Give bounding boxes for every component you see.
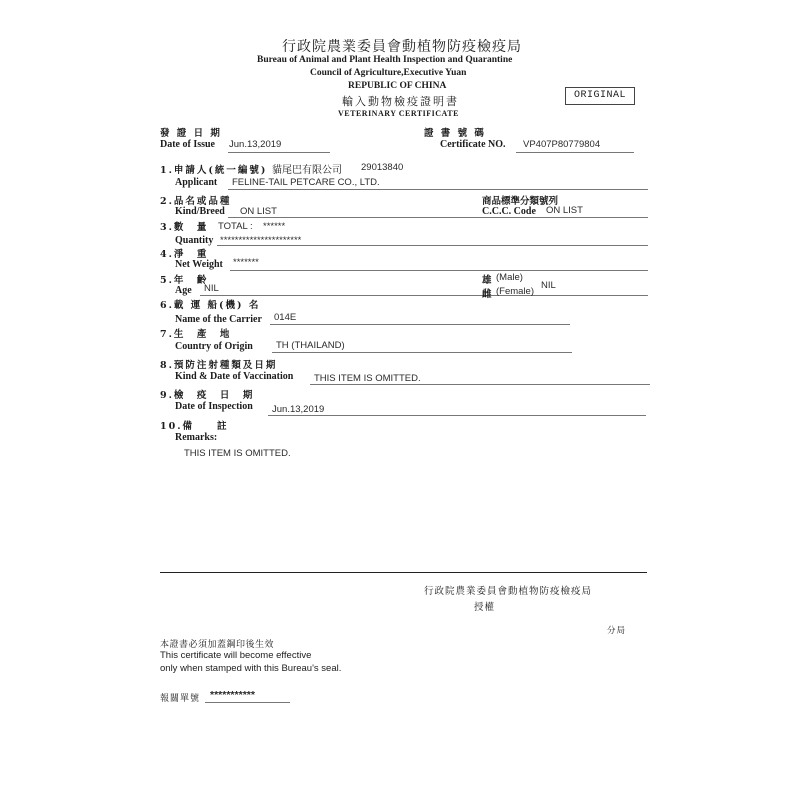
origin-value: TH (THAILAND) [276, 340, 345, 351]
age-value: NIL [204, 283, 219, 294]
applicant-label-zh: 1.申請人(統一編號) [160, 165, 268, 176]
issue-date-line [228, 152, 330, 153]
carrier-value: 014E [274, 312, 297, 323]
male-label-en: (Male) [496, 272, 523, 283]
remarks-label-en: Remarks: [175, 432, 218, 443]
issue-date-label-zh: 發 證 日 期 [160, 128, 222, 139]
ccc-label-en: C.C.C. Code [482, 206, 536, 217]
remarks-label-zh: 10.備 註 [160, 421, 229, 432]
kind-label-en: Kind/Breed [175, 206, 225, 217]
agency-title-en: Bureau of Animal and Plant Health Inspection and Quarantine [257, 55, 513, 65]
quantity-total-masked: ****** [263, 221, 286, 232]
inspection-value: Jun.13,2019 [272, 404, 325, 415]
customs-serial-value: *********** [210, 689, 255, 701]
certificate-no-line [516, 152, 634, 153]
inspection-label-zh: 9.檢 疫 日 期 [160, 390, 255, 401]
seal-note-en-line1: This certificate will become effective [160, 650, 312, 661]
female-label-zh: 雌 [482, 289, 494, 300]
quantity-line [217, 245, 648, 246]
origin-label-en: Country of Origin [175, 341, 253, 352]
vaccination-label-en: Kind & Date of Vaccination [175, 371, 294, 382]
footer-branch-zh: 分局 [607, 626, 627, 636]
original-stamp: ORIGINAL [565, 87, 635, 105]
male-label-zh: 雄 [482, 275, 494, 286]
applicant-name-zh: 貓尾巴有限公司 [272, 165, 342, 176]
quantity-label-en: Quantity [175, 235, 214, 246]
origin-line [272, 352, 572, 353]
quantity-label-zh: 3.數 量 [160, 222, 209, 233]
council-title-en: Council of Agriculture,Executive Yuan [310, 68, 467, 78]
customs-serial-line [205, 702, 290, 703]
certificate-no-label-zh: 證 書 號 碼 [424, 128, 486, 139]
certificate-type-en: VETERINARY CERTIFICATE [338, 109, 459, 118]
country-title-en: REPUBLIC OF CHINA [348, 81, 447, 91]
seal-note-en-line2: only when stamped with this Bureau's seal. [160, 663, 342, 674]
certificate-no-label-en: Certificate NO. [440, 139, 506, 150]
applicant-id: 29013840 [361, 162, 404, 173]
kind-value: ON LIST [240, 206, 277, 217]
carrier-line [270, 324, 570, 325]
vaccination-label-zh: 8.預防注射種類及日期 [160, 360, 278, 371]
vaccination-value: THIS ITEM IS OMITTED. [314, 373, 421, 384]
remarks-value: THIS ITEM IS OMITTED. [184, 448, 291, 459]
footer-bureau-zh: 行政院農業委員會動植物防疫檢疫局 [424, 586, 593, 597]
customs-serial-label-zh: 報關單號 [160, 694, 201, 704]
age-label-zh: 5.年 齡 [160, 275, 209, 286]
inspection-line [268, 415, 646, 416]
sex-value: NIL [541, 280, 556, 291]
applicant-value: FELINE-TAIL PETCARE CO., LTD. [232, 177, 380, 188]
female-label-en: (Female) [496, 286, 535, 297]
applicant-line [228, 189, 648, 190]
footer-divider [160, 572, 647, 573]
inspection-label-en: Date of Inspection [175, 401, 253, 412]
agency-title-zh: 行政院農業委員會動植物防疫檢疫局 [282, 39, 522, 55]
net-weight-label-en: Net Weight [175, 259, 223, 270]
footer-authorized-zh: 授權 [474, 602, 496, 613]
ccc-label-zh: 商品標準分類號列 [482, 196, 559, 207]
issue-date-label-en: Date of Issue [160, 139, 215, 150]
age-label-en: Age [175, 285, 192, 296]
net-weight-label-zh: 4.淨 重 [160, 249, 209, 260]
net-weight-line [230, 270, 648, 271]
vaccination-line [310, 384, 650, 385]
age-line [200, 295, 648, 296]
seal-note-zh: 本證書必須加蓋鋼印後生效 [160, 640, 275, 650]
issue-date-value: Jun.13,2019 [229, 139, 282, 150]
carrier-label-en: Name of the Carrier [175, 314, 262, 325]
net-weight-value: ******* [233, 257, 259, 268]
ccc-value: ON LIST [546, 205, 583, 216]
quantity-total-prefix: TOTAL : [218, 221, 253, 232]
kind-label-zh: 2.品名或品種 [160, 196, 232, 207]
certificate-type-zh: 輸入動物檢疫證明書 [342, 95, 459, 108]
certificate-no-value: VP407P80779804 [523, 139, 601, 150]
kind-line [228, 217, 648, 218]
quantity-value: ********************** [220, 235, 302, 246]
applicant-label-en: Applicant [175, 177, 218, 188]
origin-label-zh: 7.生 產 地 [160, 329, 232, 340]
carrier-label-zh: 6.載 運 船(機) 名 [160, 300, 261, 311]
